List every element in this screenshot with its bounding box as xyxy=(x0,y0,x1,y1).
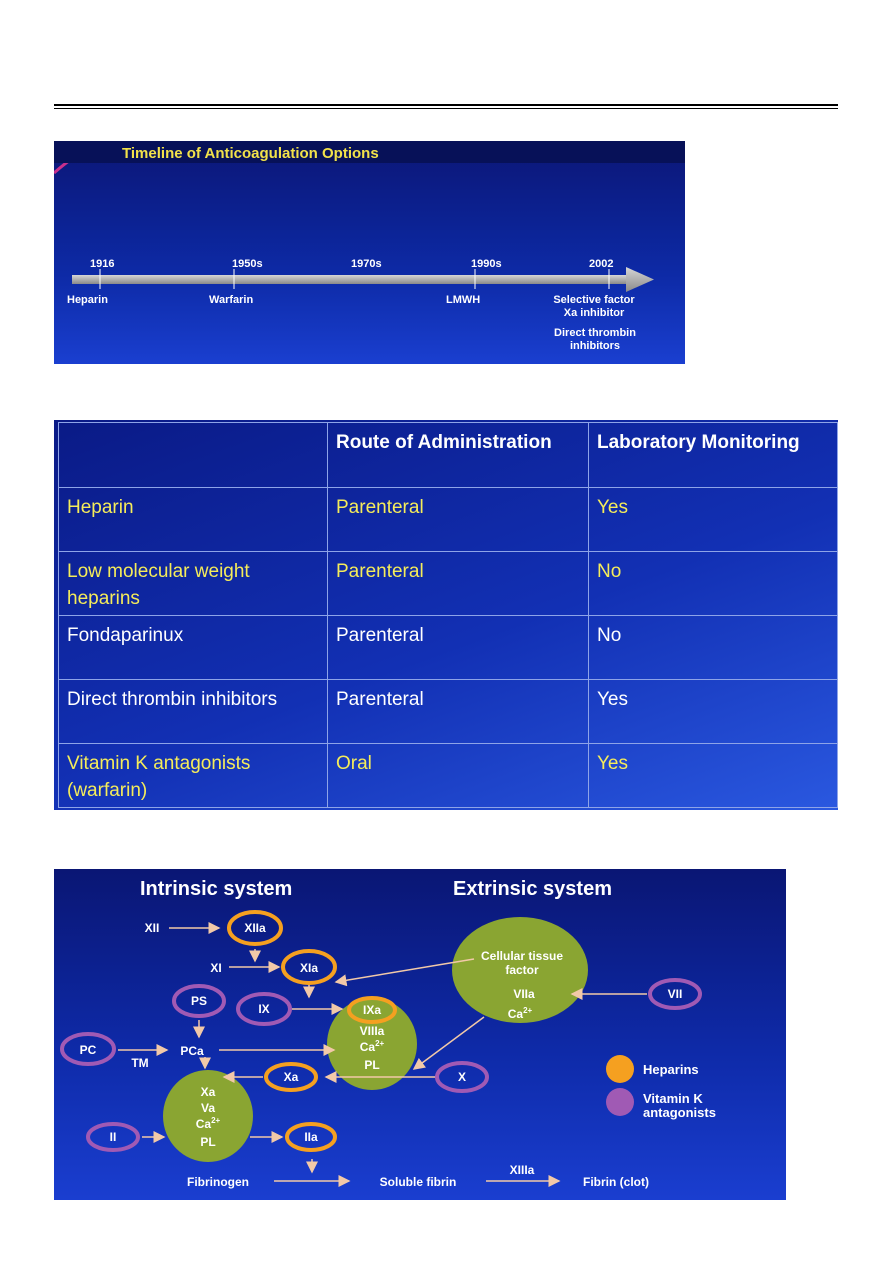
factor-pc: PC xyxy=(79,1043,97,1057)
complex-ixa: IXa xyxy=(362,1003,382,1017)
cascade-diagram xyxy=(54,869,786,1200)
year-1950s: 1950s xyxy=(232,258,263,270)
factor-ii: II xyxy=(109,1130,117,1144)
route-cell: Oral xyxy=(328,744,589,808)
monitoring-cell: No xyxy=(589,616,838,680)
drug-cell: Direct thrombin inhibitors xyxy=(59,680,328,744)
monitoring-cell: Yes xyxy=(589,680,838,744)
drug-warfarin: Warfarin xyxy=(209,294,254,306)
factor-xa: Xa xyxy=(283,1070,299,1084)
extrinsic-title: Extrinsic system xyxy=(453,878,612,900)
legend-vka-line1: Vitamin K xyxy=(643,1091,703,1106)
complex-viiia: VIIIa xyxy=(359,1024,385,1038)
tissue-factor-line2: factor xyxy=(505,963,539,977)
table-header-row xyxy=(59,423,838,488)
header-rule xyxy=(54,104,838,106)
factor-tm: TM xyxy=(131,1056,149,1070)
factor-xiia: XIIa xyxy=(244,921,266,935)
complex-va: Va xyxy=(200,1101,216,1115)
tissue-factor-line1: Cellular tissue xyxy=(480,949,564,963)
drug-dti-line2: inhibitors xyxy=(569,340,621,352)
comparison-slide xyxy=(54,420,838,810)
fibrinogen-label: Fibrinogen xyxy=(187,1175,249,1189)
drug-cell: Heparin xyxy=(59,488,328,552)
timeline-arrowhead xyxy=(626,267,654,292)
factor-iia: IIa xyxy=(304,1130,318,1144)
factor-ix: IX xyxy=(258,1002,270,1016)
factor-xia: XIa xyxy=(299,961,319,975)
timeline-title: Timeline of Anticoagulation Options xyxy=(122,145,379,162)
drug-heparin: Heparin xyxy=(67,294,108,306)
factor-xii: XII xyxy=(144,921,160,935)
drug-factor-xa-line1: Selective factor xyxy=(553,294,635,306)
header-rule-thin xyxy=(54,108,838,109)
legend-heparin-swatch xyxy=(606,1055,634,1083)
complex2-ca: $Ca^{2+}$ xyxy=(195,1116,221,1131)
tf-ca-label: $Ca^{2+}$ xyxy=(507,1006,533,1021)
timeline-graphic xyxy=(54,141,685,364)
monitoring-cell: Yes xyxy=(589,488,838,552)
header-route: Route of Administration xyxy=(328,423,589,488)
xiiia-label: XIIIa xyxy=(509,1163,535,1177)
timeline-slide xyxy=(54,141,685,364)
year-1990s: 1990s xyxy=(471,258,502,270)
factor-vii: VII xyxy=(667,987,683,1001)
drug-cell: Vitamin K antagonists (warfarin) xyxy=(59,744,328,808)
anticoagulant-table xyxy=(58,422,838,808)
factor-ps: PS xyxy=(190,994,208,1008)
legend-vka-swatch xyxy=(606,1088,634,1116)
header-empty xyxy=(59,423,328,488)
table-row xyxy=(59,744,838,808)
complex2-pl: PL xyxy=(200,1135,216,1149)
year-1916: 1916 xyxy=(90,258,115,270)
soluble-fibrin-label: Soluble fibrin xyxy=(379,1175,457,1189)
complex-xa: Xa xyxy=(200,1085,216,1099)
complex1-ca: $Ca^{2+}$ xyxy=(359,1039,385,1054)
arrow-tf-x xyxy=(414,1017,484,1069)
legend-heparins: Heparins xyxy=(643,1062,699,1077)
header-monitoring: Laboratory Monitoring xyxy=(589,423,838,488)
timeline-bar xyxy=(72,275,627,284)
drug-lmwh: LMWH xyxy=(446,294,481,306)
drug-cell: Low molecular weight heparins xyxy=(59,552,328,616)
monitoring-cell: No xyxy=(589,552,838,616)
route-cell: Parenteral xyxy=(328,552,589,616)
route-cell: Parenteral xyxy=(328,680,589,744)
monitoring-cell: Yes xyxy=(589,744,838,808)
route-cell: Parenteral xyxy=(328,616,589,680)
legend-vka-line2: antagonists xyxy=(643,1105,716,1120)
factor-x: X xyxy=(457,1070,467,1084)
fibrin-clot-label: Fibrin (clot) xyxy=(583,1175,649,1189)
table-row xyxy=(59,680,838,744)
factor-pca: PCa xyxy=(180,1044,204,1058)
cascade-slide xyxy=(54,869,786,1200)
viia-label: VIIa xyxy=(513,987,535,1001)
table-row xyxy=(59,616,838,680)
year-1970s: 1970s xyxy=(351,258,382,270)
year-2002: 2002 xyxy=(589,258,614,270)
table-row xyxy=(59,488,838,552)
factor-xi: XI xyxy=(210,961,222,975)
route-cell: Parenteral xyxy=(328,488,589,552)
drug-cell: Fondaparinux xyxy=(59,616,328,680)
table-row xyxy=(59,552,838,616)
complex1-pl: PL xyxy=(364,1058,380,1072)
drug-dti-line1: Direct thrombin xyxy=(554,327,636,339)
intrinsic-title: Intrinsic system xyxy=(140,878,293,900)
drug-factor-xa-line2: Xa inhibitor xyxy=(563,307,625,319)
